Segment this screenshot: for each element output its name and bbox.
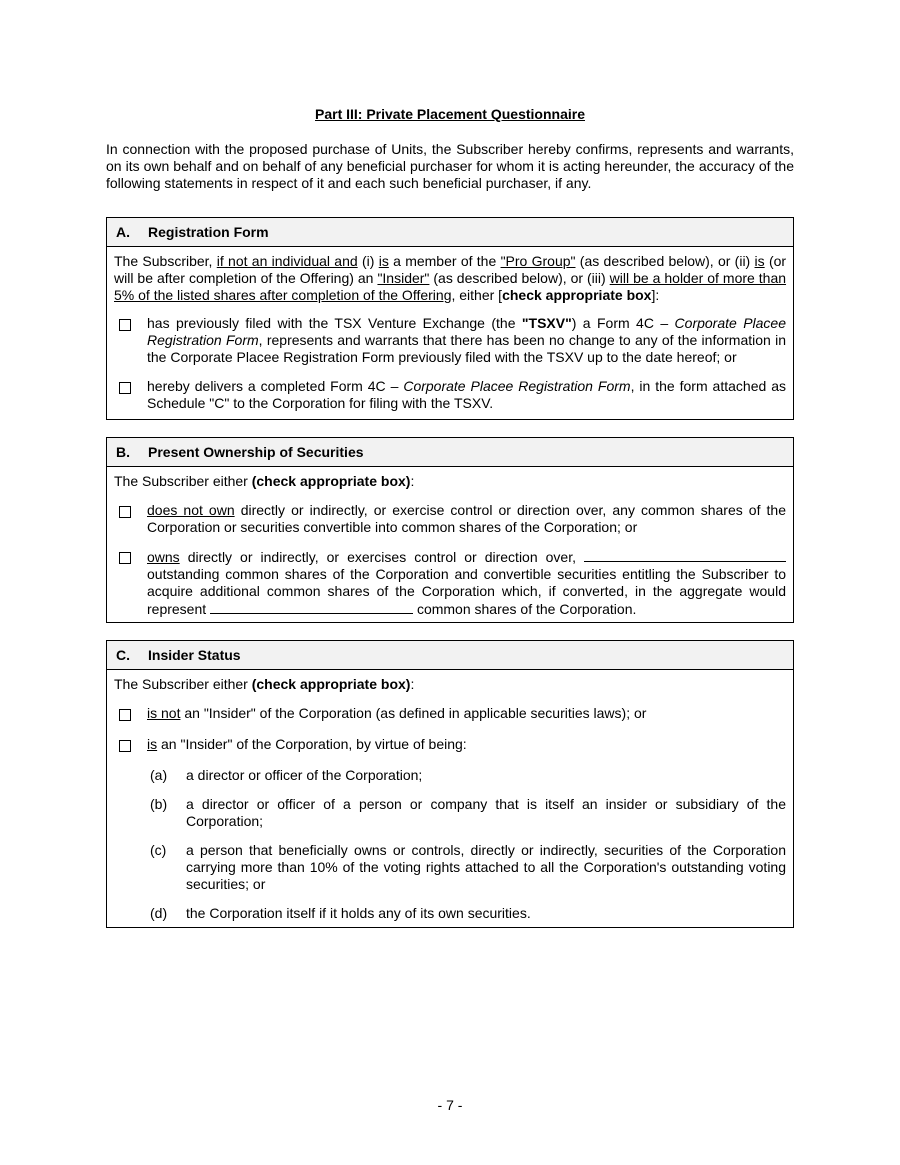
checkbox[interactable] xyxy=(119,552,131,564)
section-c-title: Insider Status xyxy=(148,647,241,663)
page-number: - 7 - xyxy=(437,1097,463,1113)
section-c-option-2: is an "Insider" of the Corporation, by virtue of being: xyxy=(114,736,786,753)
section-a-header xyxy=(107,218,793,247)
section-a-option-2: hereby delivers a completed Form 4C – Corporate Placee Registration Form, in the form attached as Schedule "C" to the Corporation for filing with the TSXV. xyxy=(114,378,786,412)
section-c-letter: C. xyxy=(116,647,130,663)
section-b-box xyxy=(106,437,794,623)
section-b-option-2: owns directly or indirectly, or exercises control or direction over, outstanding common shares of the Corporation and convertible securities entitling the Subscriber to acquire additional common shares of the Corporation which, if converted, in the aggregate would represent common shares of the Corporation. xyxy=(114,548,786,618)
section-a-box xyxy=(106,217,794,420)
section-b-lead: The Subscriber either (check appropriate box): xyxy=(114,473,415,489)
section-b-title: Present Ownership of Securities xyxy=(148,444,364,460)
section-a-lead: The Subscriber, if not an individual and (i) is a member of the "Pro Group" (as described below), or (ii) is (or will be after completion of the Offering) an "Insider" (as described below), or (iii) will be a holder of more than 5% of the listed shares after completion of the Offering, either [check appropriate box]: xyxy=(114,253,787,303)
section-b-header xyxy=(107,438,793,467)
insider-criterion: (b) a director or officer of a person or company that is itself an insider or subsidiary of the Corporation; xyxy=(150,796,786,829)
section-c-header xyxy=(107,641,793,670)
insider-criterion: (c) a person that beneficially owns or controls, directly or indirectly, securities of the Corporation carrying more than 10% of the voting rights attached to all the Corporation's outstanding voting securities; or xyxy=(150,842,786,892)
checkbox[interactable] xyxy=(119,382,131,394)
checkbox[interactable] xyxy=(119,506,131,518)
page-title: Part III: Private Placement Questionnaire xyxy=(315,106,585,122)
intro-paragraph: In connection with the proposed purchase of Units, the Subscriber hereby confirms, represents and warrants, on its own behalf and on behalf of any beneficial purchaser for whom it is acting hereunder, the accuracy of the following statements in respect of it and each such beneficial purchaser, if any. xyxy=(106,141,794,191)
section-c-box xyxy=(106,640,794,928)
checkbox[interactable] xyxy=(119,740,131,752)
insider-criterion: (d) the Corporation itself if it holds any of its own securities. xyxy=(150,905,531,921)
section-c-lead: The Subscriber either (check appropriate box): xyxy=(114,676,415,692)
section-c-option-1: is not an "Insider" of the Corporation (as defined in applicable securities laws); or xyxy=(114,705,786,722)
section-b-option-1: does not own directly or indirectly, or exercise control or direction over, any common shares of the Corporation or securities convertible into common shares of the Corporation; or xyxy=(114,502,786,536)
insider-criterion: (a) a director or officer of the Corporation; xyxy=(150,767,423,783)
section-a-title: Registration Form xyxy=(148,224,269,240)
aggregate-blank[interactable] xyxy=(210,600,413,614)
checkbox[interactable] xyxy=(119,319,131,331)
checkbox[interactable] xyxy=(119,709,131,721)
section-a-option-1: has previously filed with the TSX Venture Exchange (the "TSXV") a Form 4C – Corporate Placee Registration Form, represents and warrants that there has been no change to any of the information in the Corporate Placee Registration Form previously filed with the TSXV up to the date hereof; or xyxy=(114,315,786,366)
section-b-letter: B. xyxy=(116,444,130,460)
share-count-blank[interactable] xyxy=(584,548,786,562)
section-a-letter: A. xyxy=(116,224,130,240)
